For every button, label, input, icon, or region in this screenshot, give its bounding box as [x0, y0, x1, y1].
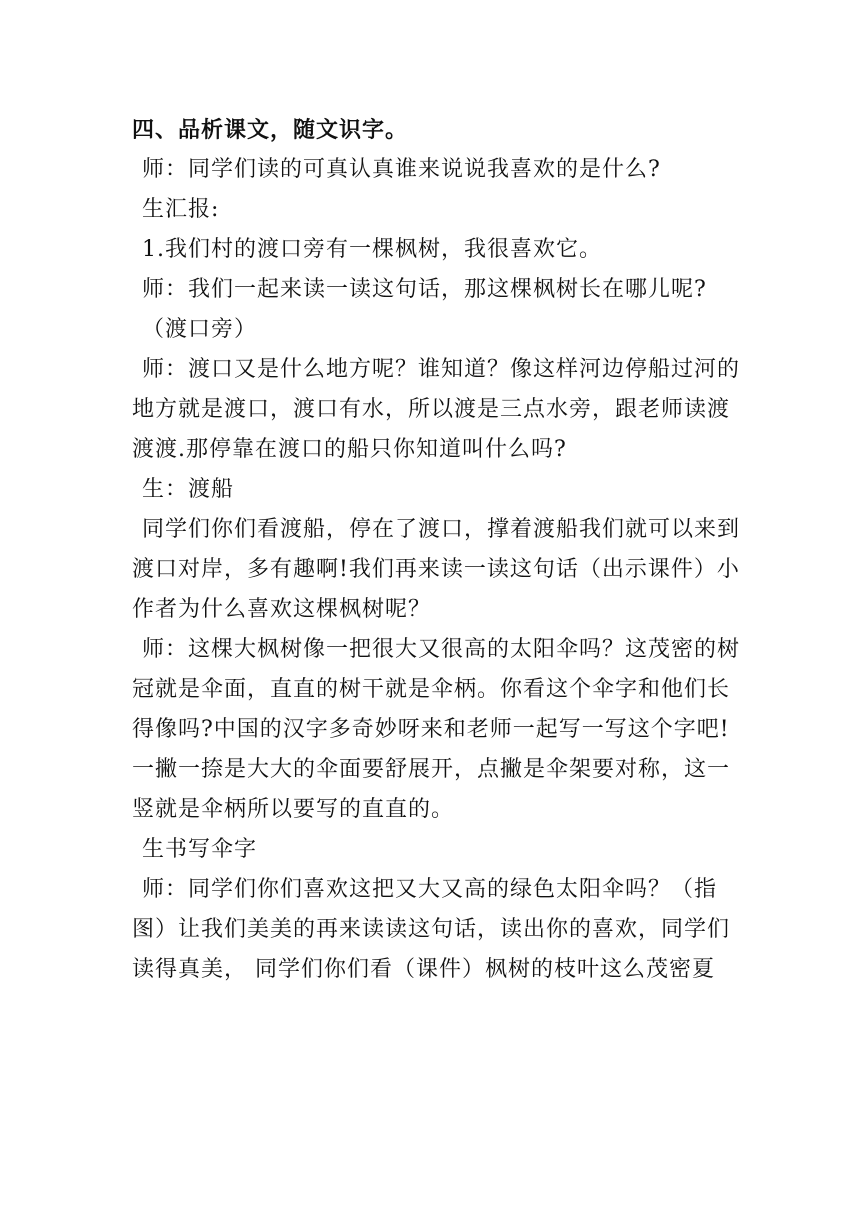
paragraph-teacher-read: 师：我们一起来读一读这句话，那这棵枫树长在哪儿呢? — [142, 277, 707, 302]
paragraph-student-write: 生书写伞字 — [142, 837, 258, 862]
paragraph-teacher-ferry: 师：渡口又是什么地方呢？谁知道？像这样河边停船过河的地方就是渡口，渡口有水，所以渡是三点水旁，跟老师读渡渡渡.那停靠在渡口的船只你知道叫什么吗? — [132, 357, 741, 462]
paragraph-answer-ferry: （渡口旁） — [142, 317, 258, 342]
paragraph-students-look: 同学们你们看渡船，停在了渡口，撑着渡船我们就可以来到渡口对岸，多有趣啊!我们再来读一读这句话（出示课件）小作者为什么喜欢这棵枫树呢？ — [132, 517, 741, 622]
paragraph-sentence-one: 1.我们村的渡口旁有一棵枫树，我很喜欢它。 — [142, 237, 602, 262]
section-heading: 四、品析课文，随文识字。 — [132, 117, 409, 143]
paragraph-teacher-umbrella: 师：这棵大枫树像一把很大又很高的太阳伞吗？这茂密的树冠就是伞面，直直的树干就是伞柄。你看这个伞字和他们长得像吗?中国的汉字多奇妙呀来和老师一起写一写这个字吧!一撇一捺是大大的伞面要舒展开，点撇是伞架要对称，这一竖就是伞柄所以要写的直直的。 — [132, 637, 741, 822]
paragraph-student-boat: 生：渡船 — [142, 477, 235, 502]
paragraph-student-report: 生汇报: — [142, 197, 220, 222]
paragraph-teacher-like: 师：同学们你们喜欢这把又大又高的绿色太阳伞吗？（指图）让我们美美的再来读读这句话，读出你的喜欢，同学们读得真美， 同学们你们看（课件）枫树的枝叶这么茂密夏 — [132, 877, 731, 982]
paragraph-teacher-question: 师：同学们读的可真认真谁来说说我喜欢的是什么? — [142, 157, 661, 182]
document-body — [132, 110, 742, 990]
